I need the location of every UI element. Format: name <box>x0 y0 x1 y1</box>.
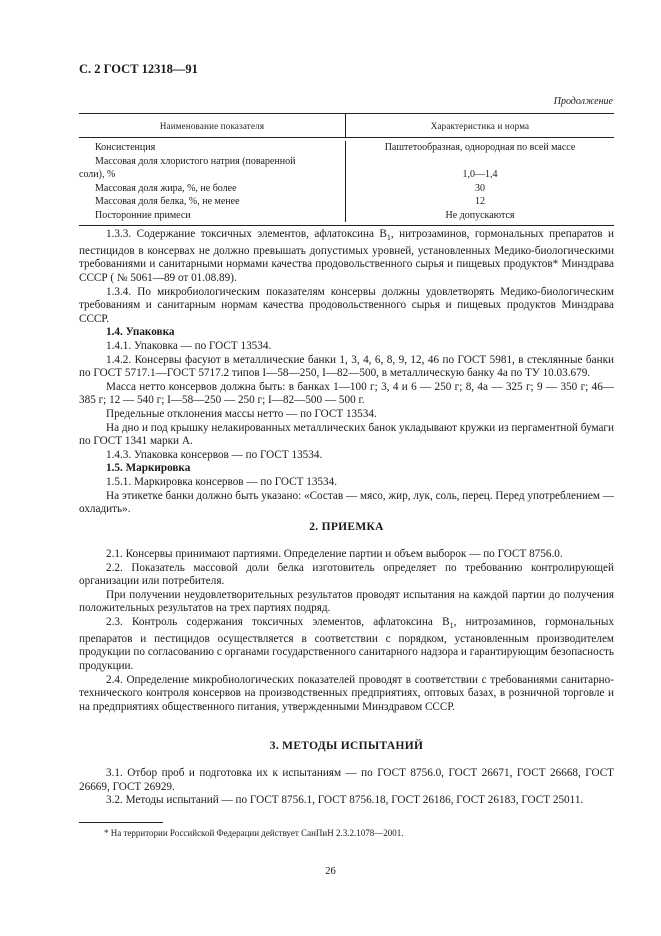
acceptance-text <box>79 548 614 714</box>
col-header-indicator: Наименование показателя <box>159 120 265 131</box>
paragraph-2-2: 2.2. Показатель массовой доли белка изготовитель определяет по требованию контролирующей организации или потребителя. <box>79 561 614 588</box>
paragraph-1-3-3: 1.3.3. Содержание токсичных элементов, афлатоксина $B_1$, нитрозаминов, гормональных препаратов и пестицидов в консервах не должно превышать допустимых уровней, установленных Медико-биологическими требованиями и санитарными нормами качества продовольственного сырья и пищевых продуктов* Минздрава СССР ( № 5061—89 от 01.08.89). <box>79 228 614 285</box>
section-title-test-methods: 3. МЕТОДЫ ИСПЫТАНИЙ <box>269 740 424 752</box>
table-row <box>79 182 614 196</box>
row-name: Массовая доля белка, %, не менее <box>95 196 240 207</box>
col-header-norm: Характеристика и норма <box>345 114 614 137</box>
row-name: Массовая доля жира, %, не более <box>95 182 237 194</box>
section-title-acceptance: 2. ПРИЕМКА <box>309 521 384 533</box>
row-name-line2: соли), % <box>79 169 116 180</box>
subheading-marking: 1.5. Маркировка <box>106 462 191 475</box>
test-methods-text <box>79 767 614 808</box>
paragraph-1-4-3: 1.4.3. Упаковка консервов — по ГОСТ 13534. <box>106 448 323 461</box>
table-row <box>79 209 614 227</box>
paragraph-3-1: 3.1. Отбор проб и подготовка их к испытаниям — по ГОСТ 8756.0, ГОСТ 26671, ГОСТ 26668, ГОСТ 26669, ГОСТ 26929. <box>79 767 614 793</box>
table-header-row <box>79 113 614 138</box>
row-value: 1,0—1,4 <box>345 155 614 182</box>
paragraph-2-1: 2.1. Консервы принимают партиями. Определение партии и объем выборок — по ГОСТ 8756.0. <box>106 548 563 560</box>
row-name: Консистенция <box>95 142 156 153</box>
paragraph-1-3-4: 1.3.4. По микробиологическим показателям консервы должны удовлетворять Медико-биологическим требованиям и санитарным нормам качества продовольственного сырья и пищевых продуктов Минздрава СССР. <box>79 285 614 325</box>
page-number: 26 <box>325 866 336 877</box>
paragraph-3-2: 3.2. Методы испытаний — по ГОСТ 8756.1, ГОСТ 8756.18, ГОСТ 26186, ГОСТ 26183, ГОСТ 25011. <box>106 794 584 807</box>
table-row <box>79 195 614 209</box>
row-value: Паштетообразная, однородная по всей массе <box>345 141 614 155</box>
table-row <box>79 155 614 182</box>
page-header: С. 2 ГОСТ 12318—91 <box>79 62 198 76</box>
paragraph-parchment: На дно и под крышку нелакированных металлических банок укладывают кружки из пергаментной бумаги по ГОСТ 1341 марки А. <box>79 421 614 448</box>
paragraph-1-4-1: 1.4.1. Упаковка — по ГОСТ 13534. <box>106 339 272 352</box>
footnote-rule <box>79 822 163 823</box>
table-row <box>79 138 614 155</box>
row-name: Посторонние примеси <box>95 209 191 221</box>
table-body <box>79 138 614 226</box>
row-value: 30 <box>345 182 614 196</box>
paragraph-label: На этикетке банки должно быть указано: «Состав — мясо, жир, лук, соль, перец. Перед употреблением — охладить». <box>79 489 614 516</box>
footnote: * На территории Российской Федерации действует СанПиН 2.3.2.1078—2001. <box>104 828 404 838</box>
row-name-line1: Массовая доля хлористого натрия (поваренной <box>95 155 296 167</box>
paragraph-1-5-1: 1.5.1. Маркировка консервов — по ГОСТ 13534. <box>106 475 338 488</box>
paragraph-deviation: Предельные отклонения массы нетто — по ГОСТ 13534. <box>106 407 377 420</box>
paragraph-2-3: 2.3. Контроль содержания токсичных элементов, афлатоксина $B_1$, нитрозаминов, гормональных препаратов и пестицидов осуществляется в соответствии с порядком, установленным производителем продукции по согласованию с органами государственного санитарного надзора и гарантирующим безопасность продукции. <box>79 615 614 672</box>
paragraph-2-4: 2.4. Определение микробиологических показателей проводят в соответствии с требованиями санитарно-технического контроля консервов на производственных предприятиях, оптовых базах, в розничной торговле и на предприятиях общественного питания, утвержденными Минздравом СССР. <box>79 673 614 713</box>
continuation-label: Продолжение <box>553 96 613 107</box>
paragraph-net-mass: Масса нетто консервов должна быть: в банках 1—100 г; 3, 4 и 6 — 250 г; 8, 4а — 325 г; 9 — 350 г; 46—385 г; 12 — 540 г; I—58—250 — 250 г; I—82—500 — 500 г. <box>79 380 614 407</box>
requirements-text <box>79 228 614 517</box>
indicators-table <box>79 113 614 226</box>
subheading-packaging: 1.4. Упаковка <box>106 326 175 339</box>
paragraph-1-4-2: 1.4.2. Консервы фасуют в металлические банки 1, 3, 4, 6, 8, 9, 12, 46 по ГОСТ 5981, в стеклянные банки по ГОСТ 5717.1—ГОСТ 5717.2 типов I—58—250, I—82—500, в металлическую банку 4а по ТУ 10.03.679. <box>79 353 614 380</box>
row-value: Не допускаются <box>345 209 614 223</box>
paragraph-2-2-b: При получении неудовлетворительных результатов проводят испытания на каждой партии до получения положительных результатов на трех партиях подряд. <box>79 588 614 615</box>
row-value: 12 <box>345 195 614 209</box>
